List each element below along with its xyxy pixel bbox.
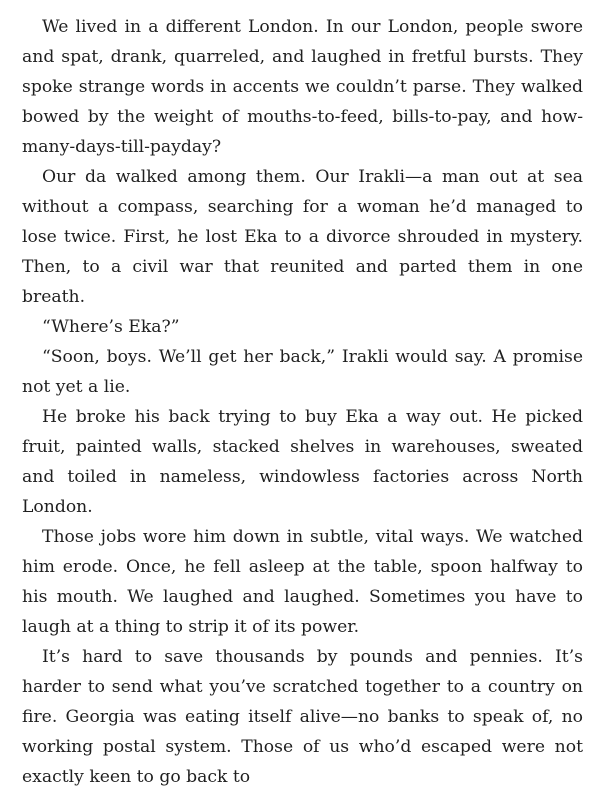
paragraph-4: “Soon, boys. We’ll get her back,” Irakli would say. A promise not yet a lie. xyxy=(22,347,583,397)
paragraph-3: “Where’s Eka?” xyxy=(42,317,180,337)
paragraph-2: Our da walked among them. Our Irakli—a man out at sea without a compass, searching for a woman he’d managed to lose twice. First, he lost Eka to a divorce shrouded in mystery. Then, to a civil war that reunited and parted them in one breath. xyxy=(22,167,583,307)
paragraph-7: It’s hard to save thousands by pounds and pennies. It’s harder to send what you’ve scratched together to a country on fire. Georgia was eating itself alive—no banks to speak of, no working postal system. Those of us who’d escaped were not exactly keen to go back to xyxy=(22,647,583,787)
paragraph-6: Those jobs wore him down in subtle, vital ways. We watched him erode. Once, he fell asleep at the table, spoon halfway to his mouth. We laughed and laughed. Sometimes you have to laugh at a thing to strip it of its power. xyxy=(22,527,583,637)
paragraph-1: We lived in a different London. In our London, people swore and spat, drank, quarreled, and laughed in fretful bursts. They spoke strange words in accents we couldn’t parse. They walked bowed by the weight of mouths-to-feed, bills-to-pay, and how-many-days-till-payday? xyxy=(22,17,583,157)
paragraph-5: He broke his back trying to buy Eka a way out. He picked fruit, painted walls, stacked shelves in warehouses, sweated and toiled in nameless, windowless factories across North London. xyxy=(22,407,583,517)
